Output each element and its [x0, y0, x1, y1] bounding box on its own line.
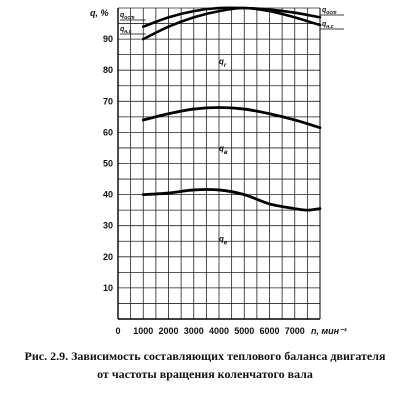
y-axis-title: q, %: [90, 8, 109, 18]
x-tick-label: 6000: [259, 326, 280, 336]
y-tick-label: 10: [102, 282, 113, 293]
legend-label: $q_{ост}$: [120, 12, 135, 21]
region-label: $q_в$: [219, 144, 228, 157]
y-tick-label: 30: [102, 220, 113, 231]
x-tick-label: 5000: [234, 326, 255, 336]
caption-text: Зависимость составляющих теплового баланса двигателя от частоты вращения коленчатого вала: [71, 349, 386, 381]
x-tick-label: 7000: [284, 326, 305, 336]
x-tick-label: 0: [115, 326, 121, 336]
legend-label: $q_{н.с}$: [322, 21, 334, 30]
region-label: $q_r$: [219, 56, 227, 69]
y-tick-label: 40: [102, 189, 113, 200]
region-label-subscript: в: [223, 150, 228, 157]
grid: [118, 8, 320, 319]
legend-label-subscript: ост: [124, 15, 135, 21]
region-label-subscript: e: [223, 240, 228, 247]
legend-label-subscript: н.с: [124, 29, 132, 35]
legend-label-subscript: ост: [326, 10, 337, 16]
region-label: $q_e$: [219, 234, 228, 247]
figure-caption: [20, 347, 390, 402]
x-axis-title: n, мин⁻¹: [311, 326, 347, 336]
y-tick-label: 50: [102, 158, 113, 169]
x-tick-label: 1000: [133, 326, 154, 336]
x-tick-label: 2000: [158, 326, 179, 336]
legend-label: $q_{ост}$: [322, 7, 337, 16]
region-label-subscript: r: [223, 62, 227, 69]
x-tick-label: 3000: [183, 326, 204, 336]
y-tick-label: 20: [102, 251, 113, 262]
x-tick-label: 4000: [208, 326, 230, 336]
y-tick-label: 60: [102, 127, 113, 138]
legend-label: $q_{н.с}$: [120, 26, 132, 35]
legend-label-subscript: н.с: [326, 24, 334, 30]
y-tick-label: 80: [102, 65, 113, 76]
y-tick-label: 90: [102, 34, 113, 45]
y-tick-label: 70: [102, 96, 113, 107]
caption-lead: Рис. 2.9.: [24, 349, 69, 363]
